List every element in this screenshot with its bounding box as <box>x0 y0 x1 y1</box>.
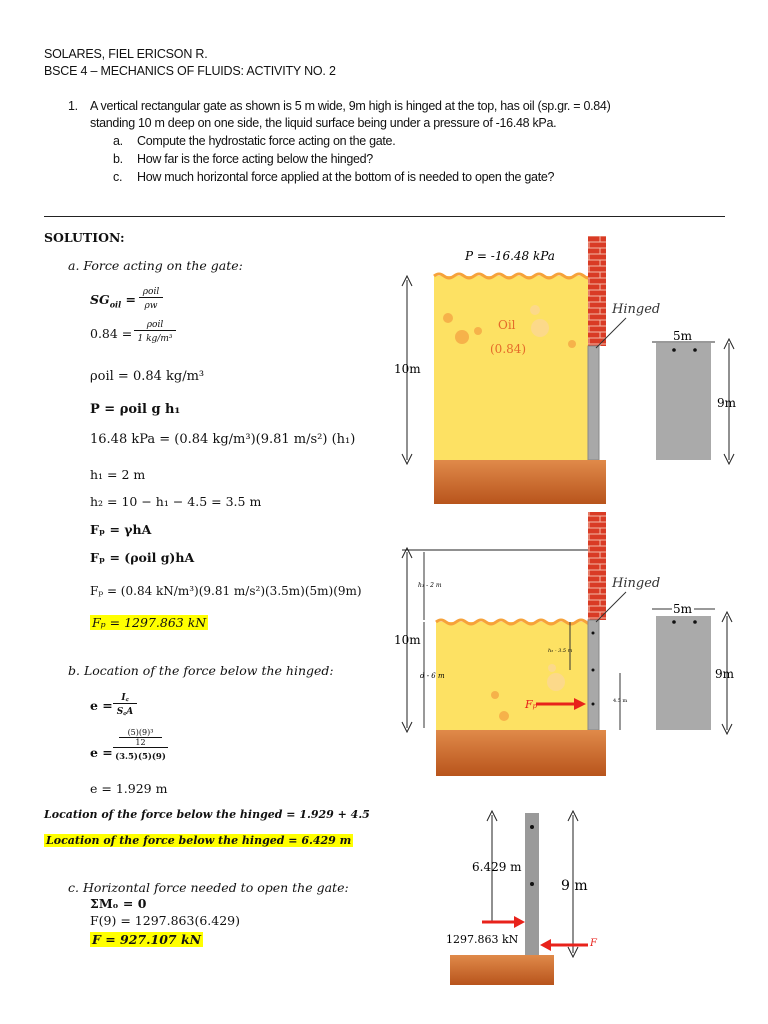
height-label: 9m <box>717 396 737 410</box>
figure-moment <box>430 800 630 990</box>
eq-f9: F(9) = 1297.863(6.429) <box>90 913 240 928</box>
gate-elevation <box>656 343 711 460</box>
eq-e2-num-div: 12 <box>135 738 146 747</box>
problem-line1: A vertical rectangular gate as shown is 5 m wide, 9m high is hinged at the top, has oil (sp.gr. = 0.84) <box>90 99 611 113</box>
part-b-heading: b. Location of the force below the hinged: <box>68 663 334 678</box>
eq-e2: e = <box>90 745 113 760</box>
answer-fp: Fₚ = 1297.863 kN <box>92 615 207 630</box>
bubble <box>531 319 549 337</box>
f-arrowhead <box>540 939 551 951</box>
part-b-text: How far is the force acting below the hinged? <box>137 152 373 166</box>
hinged-label: Hinged <box>612 576 661 591</box>
student-name: SOLARES, FIEL ERICSON R. <box>44 47 208 61</box>
brick-wall <box>588 512 606 620</box>
width-label: 5m <box>673 602 693 616</box>
problem-line2: standing 10 m deep on one side, the liquid surface being under a pressure of -16.48 kPa. <box>90 116 557 130</box>
bubble <box>455 330 469 344</box>
course-title: BSCE 4 – MECHANICS OF FLUIDS: ACTIVITY NO. 2 <box>44 64 336 78</box>
eq-sg-num: ρoil <box>139 287 163 298</box>
h1-label: h₁ - 2 m <box>418 582 442 589</box>
part-b-letter: b. <box>113 152 123 166</box>
bubble <box>443 313 453 323</box>
eq-e2-num <box>113 728 168 748</box>
part-a-text: Compute the hydrostatic force acting on the gate. <box>137 134 396 148</box>
gate <box>588 346 599 460</box>
answer-f: F = 927.107 kN <box>92 932 202 947</box>
figure-gate-1 <box>380 230 760 515</box>
bubble <box>530 305 540 315</box>
f-label: F <box>590 938 597 949</box>
ground <box>434 460 606 504</box>
centroid-dot <box>530 882 534 886</box>
hinge-dot <box>672 348 676 352</box>
part-c-text: How much horizontal force applied at the bottom of is needed to open the gate? <box>137 170 555 184</box>
eq-sg: $SG_{oil}$ = <box>90 292 136 310</box>
pressure-label: P = -16.48 kPa <box>465 249 555 263</box>
gate-elevation <box>656 616 711 730</box>
gate <box>588 620 599 730</box>
solution-title: SOLUTION: <box>44 230 125 245</box>
bubble <box>491 691 499 699</box>
eq-subst: 16.48 kPa = (0.84 kg/m³)(9.81 m/s²) (h₁) <box>90 432 356 447</box>
oil-body <box>436 622 588 730</box>
part-c-letter: c. <box>113 170 123 184</box>
eq-e1-den: S꜀A <box>116 707 134 717</box>
force-label: Fₚ <box>525 698 538 711</box>
width-label: 5m <box>673 329 693 343</box>
eq-e2-num-inner: (5)(9)³ <box>119 728 162 738</box>
eq-e3: e = 1.929 m <box>90 781 168 796</box>
bubble <box>474 327 482 335</box>
problem-number: 1. <box>68 99 78 113</box>
h2-label: h₂ - 3.5 m <box>548 648 573 654</box>
hinge-dot <box>693 620 697 624</box>
eq-084-num: ρoil <box>134 320 176 331</box>
eq-sg-den: ρw <box>144 301 158 311</box>
brick-wall <box>588 236 606 346</box>
eq-fp3: Fₚ = (0.84 kN/m³)(9.81 m/s²)(3.5m)(5m)(9m) <box>90 584 362 598</box>
eq-e2-den: (3.5)(5)(9) <box>115 752 166 762</box>
centroid-dot <box>592 669 595 672</box>
eq-e1-num: I꜀ <box>113 690 137 704</box>
eq-h2: h₂ = 10 − h₁ − 4.5 = 3.5 m <box>90 494 262 509</box>
figure-gate-2 <box>380 510 760 780</box>
height-label: 9m <box>715 667 735 681</box>
fp-arrowhead <box>514 916 525 928</box>
pressure-center-dot <box>592 703 595 706</box>
part-a-heading: a. Force acting on the gate: <box>68 258 243 273</box>
hinge-dot <box>693 348 697 352</box>
location-answer: Location of the force below the hinged = 6.429 m <box>46 834 352 847</box>
bubble <box>547 673 565 691</box>
bubble <box>499 711 509 721</box>
depth-label: 10m <box>394 633 421 647</box>
eq-084: 0.84 = <box>90 326 133 341</box>
location-sum: Location of the force below the hinged = 1.929 + 4.5 <box>44 808 370 821</box>
oil-body <box>434 276 588 460</box>
hinge-dot <box>530 825 534 829</box>
eq-h1: h₁ = 2 m <box>90 467 146 482</box>
sg-label: (0.84) <box>490 342 527 356</box>
ground <box>436 730 606 776</box>
bubble <box>548 664 556 672</box>
eq-p: P = ρoil g h₁ <box>90 402 181 417</box>
d-label: d - 6 m <box>420 672 445 680</box>
dist-label: 6.429 m <box>472 860 522 874</box>
eq-moment: ΣMₒ = 0 <box>90 896 147 911</box>
oil-label: Oil <box>498 318 516 332</box>
hinge-dot <box>592 632 595 635</box>
ground <box>450 955 554 985</box>
divider <box>44 216 725 217</box>
hinged-label: Hinged <box>612 302 661 317</box>
bubble <box>568 340 576 348</box>
force-label: 1297.863 kN <box>446 933 519 946</box>
part-a-letter: a. <box>113 134 123 148</box>
eq-fp1: Fₚ = γhA <box>90 522 152 537</box>
eq-084-den: 1 kg/m³ <box>137 334 173 344</box>
part-c-heading: c. Horizontal force needed to open the gate: <box>68 880 349 895</box>
hinge-dot <box>672 620 676 624</box>
height-label: 9 m <box>561 878 588 894</box>
depth-label: 10m <box>394 362 421 376</box>
eq-rho: ρoil = 0.84 kg/m³ <box>90 369 205 384</box>
eq-fp2: Fₚ = (ρoil g)hA <box>90 550 195 565</box>
eq-e1: e = <box>90 698 113 713</box>
dist-label: 4.5 m <box>613 698 628 704</box>
